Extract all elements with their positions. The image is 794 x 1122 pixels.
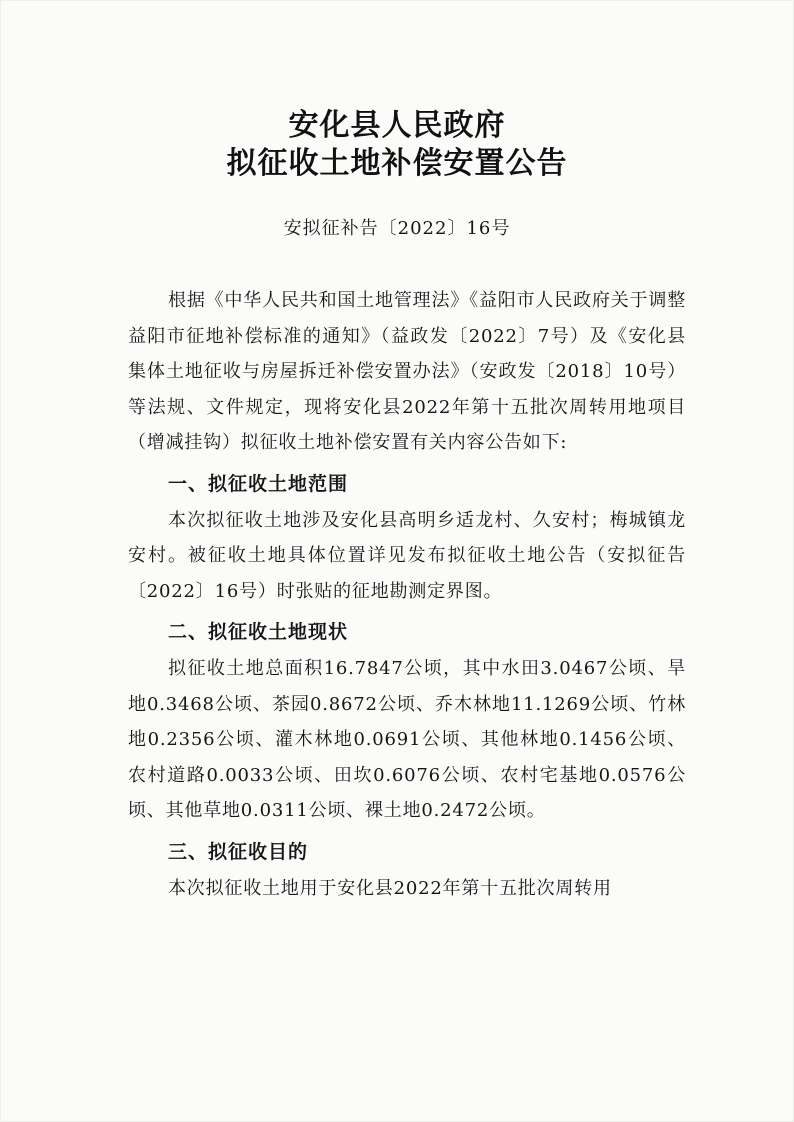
section-2-text: 拟征收土地总面积16.7847公顷，其中水田3.0467公顷、旱地0.3468公顷、茶园0.8672公顷、乔木林地11.1269公顷、竹林地0.2356公顷、灌木林地0.0691公顷、其他林地0.1456公顷、农村道路0.0033公顷、田坎0.6076公顷、农村宅基地0.0576公顷、其他草地0.0311公顷、裸土地0.2472公顷。 — [128, 658, 686, 821]
section-1-text: 本次拟征收土地涉及安化县高明乡适龙村、久安村；梅城镇龙安村。被征收土地具体位置详见发布拟征收土地公告（安拟征告〔2022〕16号）时张贴的征地勘测定界图。 — [128, 509, 686, 602]
section-2-heading: 二、拟征收土地现状 — [168, 621, 349, 643]
intro-paragraph: 根据《中华人民共和国土地管理法》《益阳市人民政府关于调整益阳市征地补偿标准的通知》（益政发〔2022〕7号）及《安化县集体土地征收与房屋拆迁补偿安置办法》（安政发〔2018〕10号）等法规、文件规定，现将安化县2022年第十五批次周转用地项目（增减挂钩）拟征收土地补偿安置有关内容公告如下: — [128, 290, 686, 453]
title-line-1: 安化县人民政府 — [288, 108, 506, 143]
document-number: 安拟征补告〔2022〕16号 — [283, 218, 511, 239]
document-body — [128, 283, 686, 906]
title-line-2: 拟征收土地补偿安置公告 — [226, 146, 568, 181]
section-3-text: 本次拟征收土地用于安化县2022年第十五批次周转用 — [168, 877, 612, 899]
section-1-heading: 一、拟征收土地范围 — [168, 472, 349, 495]
section-3-heading: 三、拟征收目的 — [168, 840, 309, 863]
